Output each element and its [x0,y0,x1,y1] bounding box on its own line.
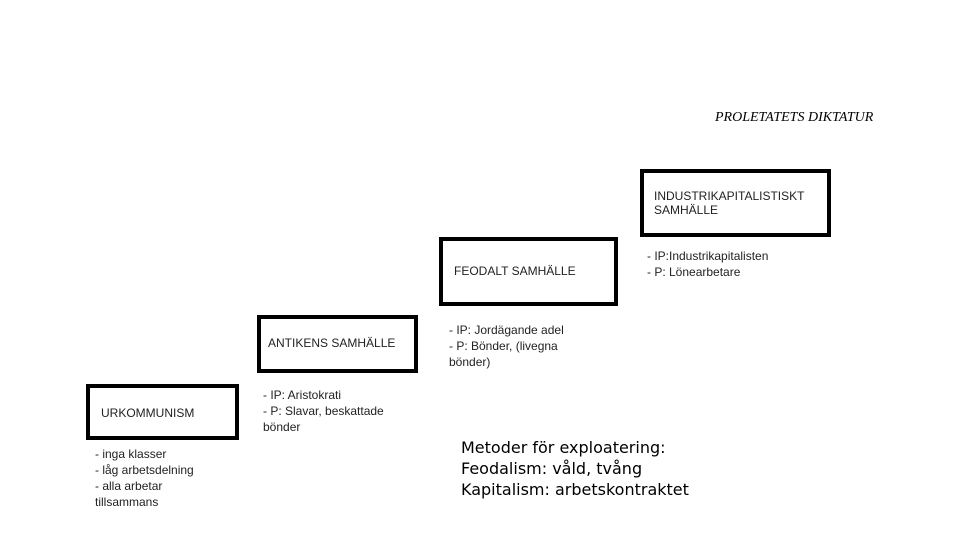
note-line: - IP:Industrikapitalisten [647,249,769,263]
stage-title-line: INDUSTRIKAPITALISTISKT [654,189,805,203]
stage-title-antikens [268,336,395,350]
note-line: - P: Lönearbetare [647,265,741,279]
note-line: - P: Slavar, beskattade [263,404,384,418]
stage-notes-urkommunism [95,446,194,510]
methods-heading: Metoder för exploatering: [461,438,666,457]
stage-title-line: ANTIKENS SAMHÄLLE [268,336,396,350]
note-line: - P: Bönder, (livegna [449,339,558,353]
stage-title-line: FEODALT SAMHÄLLE [454,264,576,278]
methods-line: Kapitalism: arbetskontraktet [461,480,689,499]
stage-title-line: URKOMMUNISM [101,406,195,420]
note-line: - alla arbetar [95,479,163,493]
stage-title-line: SAMHÄLLE [654,203,719,217]
note-line: tillsammans [95,495,159,509]
note-line: - låg arbetsdelning [95,463,194,477]
stage-title-feodalt [454,264,576,278]
stage-title-urkommunism [101,406,194,420]
note-line: bönder [263,420,301,434]
note-line: - IP: Jordägande adel [449,323,564,337]
methods-block [461,437,689,500]
note-line: - inga klasser [95,447,167,461]
note-line: bönder) [449,355,491,369]
stage-title-industrikapitalistiskt [654,189,804,217]
stage-notes-industrikapitalistiskt [647,248,768,280]
methods-line: Feodalism: våld, tvång [461,459,643,478]
note-line: - IP: Aristokrati [263,388,342,402]
top-label: PROLETATETS DIKTATUR [715,110,874,125]
stage-notes-feodalt [449,322,564,370]
stage-notes-antikens [263,387,384,435]
